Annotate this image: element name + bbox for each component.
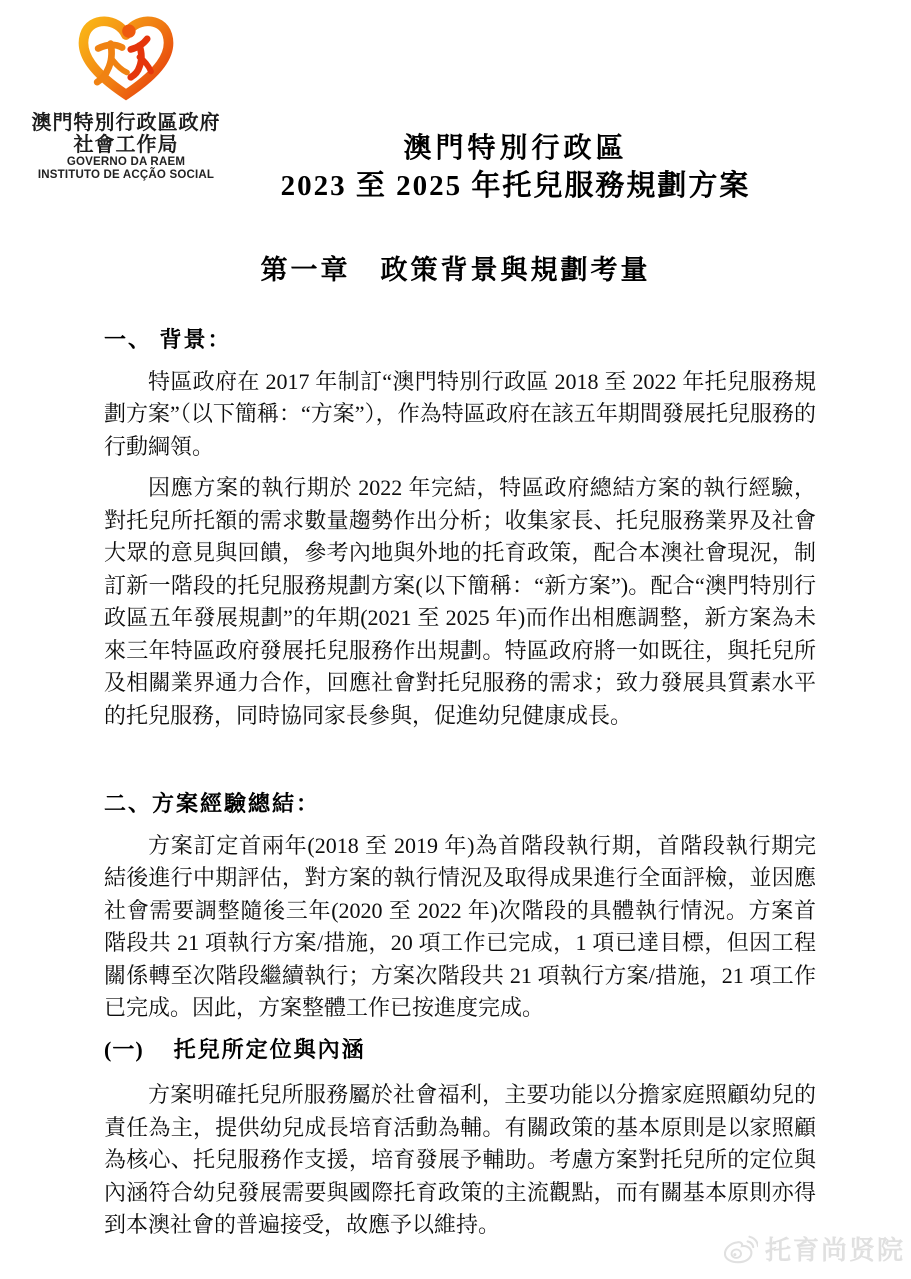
org-name-pt-line2: INSTITUTO DE ACÇÃO SOCIAL <box>37 169 215 181</box>
section-1-paragraph: 因應方案的執行期於 2022 年完結，特區政府總結方案的執行經驗，對托兒所托額的需求數量趨勢作出分析；收集家長、托兒服務業界及社會大眾的意見與回饋，參考內地與外地的托育政策，配合本澳社會現況，制訂新一階段的托兒服務規劃方案(以下簡稱：“新方案”)。配合“澳門特別行政區五年發展規劃”的年期(2021 至 2025 年)而作出相應調整，新方案為未來三年特區政府發展托兒服務作出規劃。特區政府將一如既往，與托兒所及相關業界通力合作，回應社會對托兒服務的需求；致力發展具質素水平的托兒服務，同時協同家長參與，促進幼兒健康成長。 <box>104 475 816 728</box>
section-1-heading: 一、 背景： <box>104 327 232 352</box>
org-name-pt-line1: GOVERNO DA RAEM <box>66 156 186 168</box>
ias-heart-logo-icon <box>73 10 179 110</box>
document-title-line1: 澳門特別行政區 <box>403 133 628 164</box>
subsection-1-heading <box>104 1034 816 1067</box>
section-2-heading: 二、方案經驗總結： <box>104 791 321 816</box>
org-name-cn-line2: 社會工作局 <box>73 134 179 156</box>
section-1-paragraph: 特區政府在 2017 年制訂“澳門特別行政區 2018 至 2022 年托兒服務規劃方案”（以下簡稱：“方案”），作為特區政府在該五年期間發展托兒服務的行動綱領。 <box>104 368 816 459</box>
document-body <box>104 324 816 1251</box>
watermark-text: 托育尚贤院 <box>764 1235 905 1265</box>
document-title-line2: 2023 至 2025 年托兒服務規劃方案 <box>280 170 751 202</box>
org-name-cn-line1: 澳門特別行政區政府 <box>31 112 221 134</box>
document-title-block <box>120 131 911 205</box>
weibo-icon <box>724 1234 758 1264</box>
watermark <box>724 1230 905 1267</box>
chapter-heading: 第一章 政策背景與規劃考量 <box>260 255 651 285</box>
subsection-1-paragraph: 方案明確托兒所服務屬於社會福利，主要功能以分擔家庭照顧幼兒的責任為主，提供幼兒成長培育活動為輔。有關政策的基本原則是以家照顧為核心、托兒服務作支援，培育發展予輔助。考慮方案對托兒所的定位與內涵符合幼兒發展需要與國際托育政策的主流觀點，而有關基本原則亦得到本澳社會的普遍接受，故應予以維持。 <box>104 1082 816 1237</box>
section-2-paragraph: 方案訂定首兩年(2018 至 2019 年)為首階段執行期，首階段執行期完結後進行中期評估，對方案的執行情況及取得成果進行全面評檢，並因應社會需要調整隨後三年(2020 至 2022 年)次階段的具體執行情況。方案首階段共 21 項執行方案/措施，20 項工作已完成，1 項已達目標，但因工程關係轉至次階段繼續執行；方案次階段共 21 項執行方案/措施，21 項工作已完成。因此，方案整體工作已按進度完成。 <box>104 832 816 1020</box>
subsection-1-title: 托兒所定位與內涵 <box>173 1036 366 1062</box>
subsection-1-marker: (一) <box>104 1036 144 1062</box>
